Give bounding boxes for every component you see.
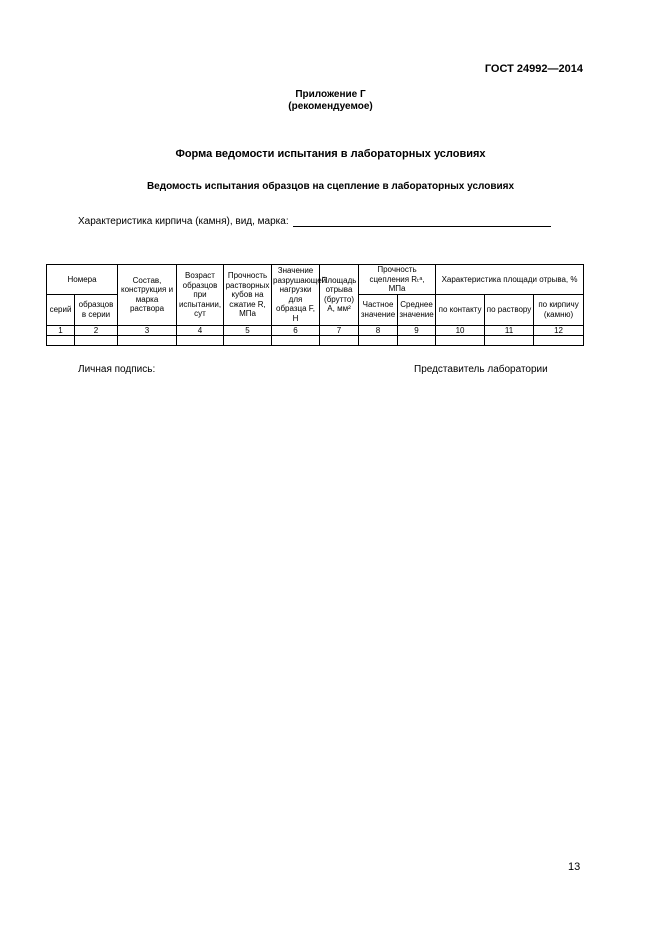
column-number: 10 (436, 325, 485, 336)
column-number: 3 (118, 325, 177, 336)
empty-cell[interactable] (47, 336, 75, 346)
header-partial: Частное значение (359, 294, 398, 325)
header-mortar: по раствору (485, 294, 534, 325)
column-number: 11 (485, 325, 534, 336)
characteristic-fill-line[interactable] (293, 216, 551, 227)
header-adhesion: Прочность сцепления Rₜᵃ, МПа (359, 265, 436, 295)
empty-cell[interactable] (485, 336, 534, 346)
header-series: серий (47, 294, 75, 325)
annex-title: Приложение Г (295, 89, 366, 100)
header-numbers: Номера (47, 265, 118, 295)
empty-cell[interactable] (320, 336, 359, 346)
empty-cell[interactable] (534, 336, 584, 346)
personal-signature-label: Личная подпись: (78, 364, 156, 375)
column-number: 6 (272, 325, 320, 336)
column-number: 4 (177, 325, 224, 336)
header-composition: Состав, конструкция и марка раствора (118, 265, 177, 326)
header-area: Площадь отрыва (брутто) А, мм² (320, 265, 359, 326)
header-age: Возраст образцов при испытании, сут (177, 265, 224, 326)
empty-cell[interactable] (272, 336, 320, 346)
empty-cell[interactable] (118, 336, 177, 346)
empty-cell[interactable] (224, 336, 272, 346)
empty-cell[interactable] (177, 336, 224, 346)
empty-cell[interactable] (436, 336, 485, 346)
header-contact: по контакту (436, 294, 485, 325)
characteristic-line (78, 216, 551, 227)
annex-subtitle: (рекомендуемое) (288, 101, 373, 112)
column-number: 1 (47, 325, 75, 336)
standard-number: ГОСТ 24992—2014 (484, 63, 583, 75)
column-number: 5 (224, 325, 272, 336)
column-number: 12 (534, 325, 584, 336)
empty-cell[interactable] (359, 336, 398, 346)
header-average: Среднее значение (398, 294, 436, 325)
header-brick: по кирпичу (камню) (534, 294, 584, 325)
empty-cell[interactable] (75, 336, 118, 346)
characteristic-label: Характеристика кирпича (камня), вид, марка: (78, 216, 289, 227)
form-title: Форма ведомости испытания в лабораторных условиях (175, 148, 486, 160)
lab-representative-label: Представитель лаборатории (414, 364, 548, 375)
column-number: 2 (75, 325, 118, 336)
header-tearoff: Характеристика площади отрыва, % (436, 265, 584, 295)
header-load: Значение разрушающей нагрузки для образца F, Н (272, 265, 320, 326)
page-number: 13 (568, 861, 581, 873)
sheet-title: Ведомость испытания образцов на сцепление в лабораторных условиях (146, 181, 515, 192)
column-number: 8 (359, 325, 398, 336)
empty-cell[interactable] (398, 336, 436, 346)
header-samples: образцов в серии (75, 294, 118, 325)
test-record-table (46, 264, 584, 346)
column-number: 9 (398, 325, 436, 336)
table-row (47, 336, 584, 346)
column-number: 7 (320, 325, 359, 336)
header-strength: Прочность растворных кубов на сжатие R, МПа (224, 265, 272, 326)
